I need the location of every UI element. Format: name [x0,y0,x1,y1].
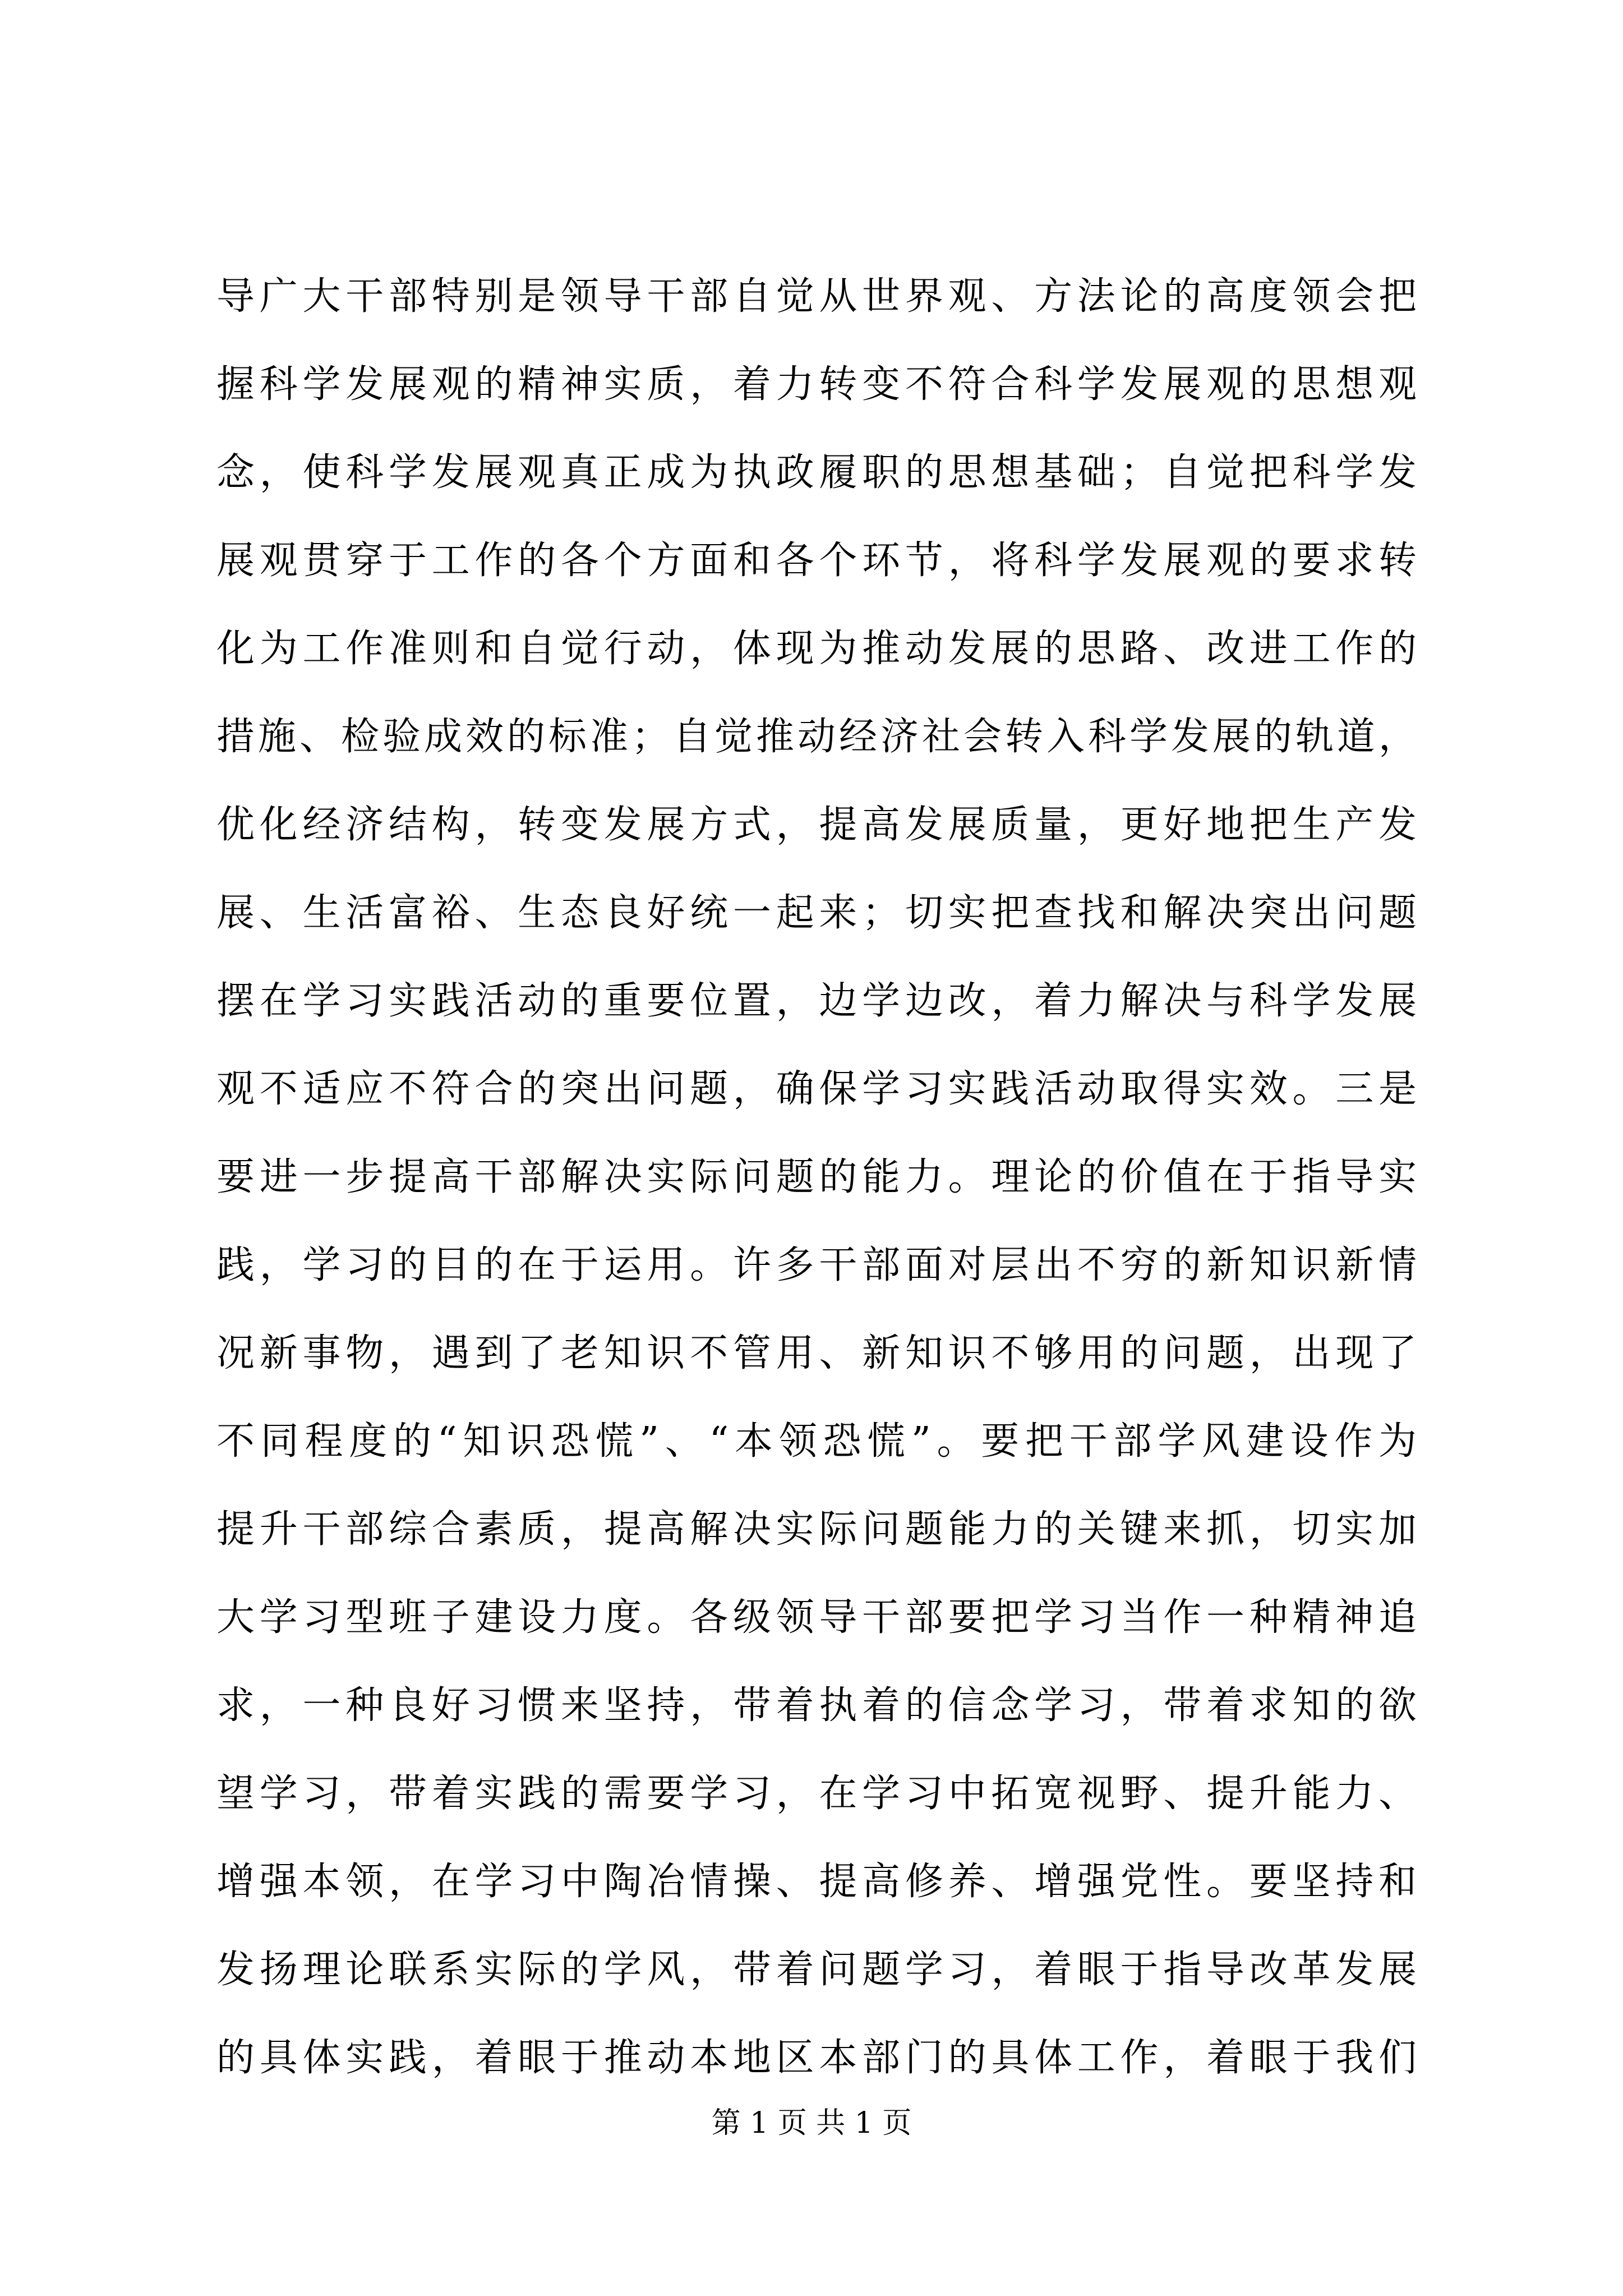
text-line: 要进一步提高干部解决实际问题的能力。理论的价值在于指导实 [216,1155,1417,1199]
text-line: 发扬理论联系实际的学风，带着问题学习，着眼于指导改革发展 [216,1948,1417,1992]
text-line: 况新事物，遇到了老知识不管用、新知识不够用的问题，出现了 [216,1331,1417,1375]
text-line: 大学习型班子建设力度。各级领导干部要把学习当作一种精神追 [216,1595,1417,1640]
text-line: 措施、检验成效的标准；自觉推动经济社会转入科学发展的轨道， [216,715,1417,759]
page-footer: 第 1 页 共 1 页 [711,2106,912,2140]
text-line: 的具体实践，着眼于推动本地区本部门的具体工作，着眼于我们 [216,2036,1417,2080]
text-line: 摆在学习实践活动的重要位置，边学边改，着力解决与科学发展 [216,979,1417,1023]
text-line: 念，使科学发展观真正成为执政履职的思想基础；自觉把科学发 [216,450,1417,495]
text-line: 化为工作准则和自觉行动，体现为推动发展的思路、改进工作的 [216,627,1417,671]
body-text [216,252,1417,2102]
text-line: 观不适应不符合的突出问题，确保学习实践活动取得实效。三是 [216,1067,1417,1111]
text-line: 望学习，带着实践的需要学习，在学习中拓宽视野、提升能力、 [216,1772,1417,1816]
text-line: 不同程度的“知识恐慌”、“本领恐慌”。要把干部学风建设作为 [216,1419,1417,1464]
text-line: 优化经济结构，转变发展方式，提高发展质量，更好地把生产发 [216,803,1417,847]
text-line: 展观贯穿于工作的各个方面和各个环节，将科学发展观的要求转 [216,539,1417,583]
text-line: 践，学习的目的在于运用。许多干部面对层出不穷的新知识新情 [216,1243,1417,1287]
text-line: 握科学发展观的精神实质，着力转变不符合科学发展观的思想观 [216,362,1417,407]
text-line: 增强本领，在学习中陶冶情操、提高修养、增强党性。要坚持和 [216,1860,1417,1904]
text-line: 求，一种良好习惯来坚持，带着执着的信念学习，带着求知的欲 [216,1683,1417,1728]
text-line: 展、生活富裕、生态良好统一起来；切实把查找和解决突出问题 [216,891,1417,935]
text-line: 导广大干部特别是领导干部自觉从世界观、方法论的高度领会把 [216,274,1417,319]
text-line: 提升干部综合素质，提高解决实际问题能力的关键来抓，切实加 [216,1507,1417,1552]
